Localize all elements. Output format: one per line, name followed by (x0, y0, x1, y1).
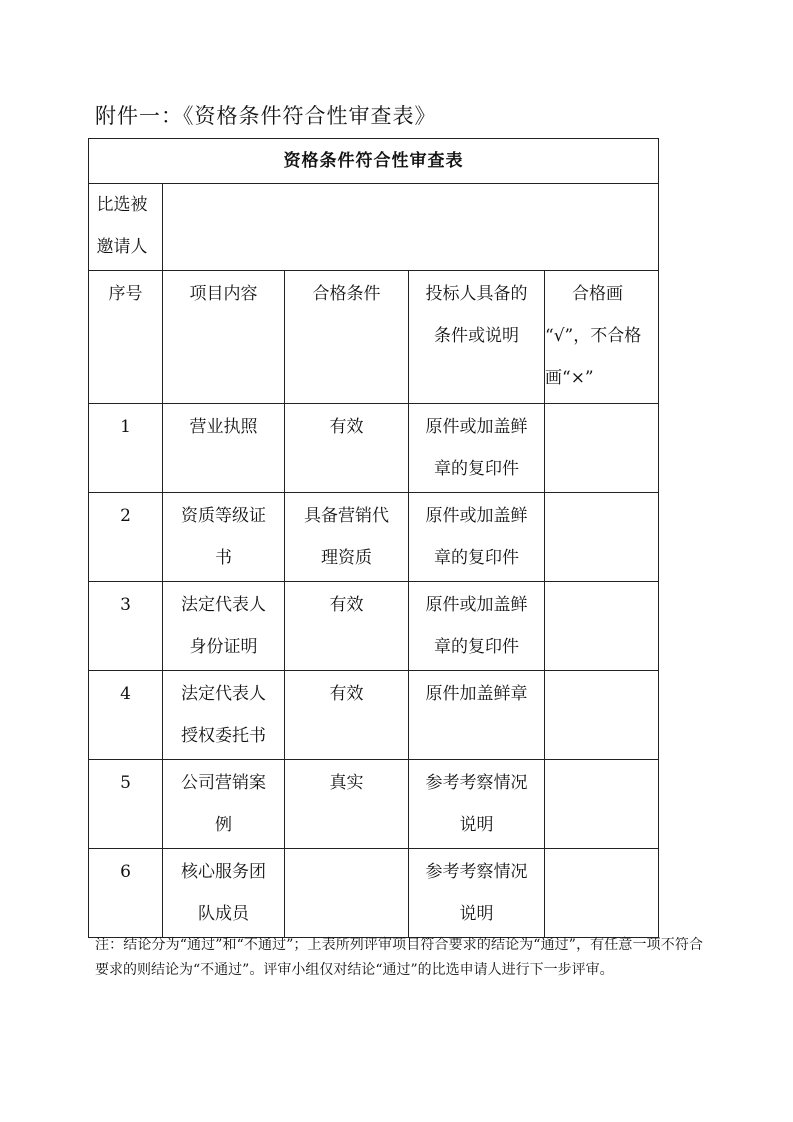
invitee-label-text: 比选被邀请人 (96, 195, 148, 257)
table-title: 资格条件符合性审查表 (89, 139, 659, 184)
cell-description: 原件或加盖鲜章的复印件 (409, 404, 545, 493)
cell-condition: 有效 (285, 582, 409, 671)
cell-no: 5 (89, 760, 163, 849)
cell-description: 原件或加盖鲜章的复印件 (409, 582, 545, 671)
cell-no: 4 (89, 671, 163, 760)
cell-check[interactable] (545, 671, 659, 760)
header-description: 投标人具备的条件或说明 (409, 271, 545, 404)
cell-condition (285, 849, 409, 938)
header-check-rest: “√”，不合格画“×” (545, 326, 642, 388)
invitee-value-cell[interactable] (163, 184, 659, 271)
cell-description: 参考考察情况说明 (409, 849, 545, 938)
cell-item: 法定代表人身份证明 (163, 582, 285, 671)
table-row (89, 671, 659, 760)
cell-check[interactable] (545, 582, 659, 671)
cell-condition: 有效 (285, 671, 409, 760)
qualification-review-table (88, 138, 659, 938)
cell-description: 原件或加盖鲜章的复印件 (409, 493, 545, 582)
cell-item: 公司营销案例 (163, 760, 285, 849)
cell-check[interactable] (545, 760, 659, 849)
cell-check[interactable] (545, 404, 659, 493)
cell-description: 参考考察情况说明 (409, 760, 545, 849)
cell-no: 1 (89, 404, 163, 493)
table-row (89, 849, 659, 938)
attachment-title: 附件一：《资格条件符合性审查表》 (95, 104, 437, 128)
header-condition: 合格条件 (285, 271, 409, 404)
cell-description: 原件加盖鲜章 (409, 671, 545, 760)
cell-item: 法定代表人授权委托书 (163, 671, 285, 760)
invitee-label (89, 184, 163, 271)
cell-no: 3 (89, 582, 163, 671)
header-check (545, 271, 659, 404)
footnote: 注：结论分为“通过”和“不通过”；上表所列评审项目符合要求的结论为“通过”，有任意一项不符合要求的则结论为“不通过”。评审小组仅对结论“通过”的比选申请人进行下一步评审。 (95, 937, 703, 978)
cell-check[interactable] (545, 493, 659, 582)
header-no: 序号 (89, 271, 163, 404)
header-item: 项目内容 (163, 271, 285, 404)
table-row (89, 582, 659, 671)
cell-no: 2 (89, 493, 163, 582)
cell-item: 核心服务团队成员 (163, 849, 285, 938)
table-row (89, 493, 659, 582)
header-check-line1: 合格画 (572, 284, 624, 304)
header-row (89, 271, 659, 404)
cell-no: 6 (89, 849, 163, 938)
cell-item: 营业执照 (163, 404, 285, 493)
cell-condition: 真实 (285, 760, 409, 849)
cell-check[interactable] (545, 849, 659, 938)
table-row (89, 760, 659, 849)
cell-condition: 有效 (285, 404, 409, 493)
cell-item: 资质等级证书 (163, 493, 285, 582)
cell-condition: 具备营销代理资质 (285, 493, 409, 582)
table-row (89, 404, 659, 493)
